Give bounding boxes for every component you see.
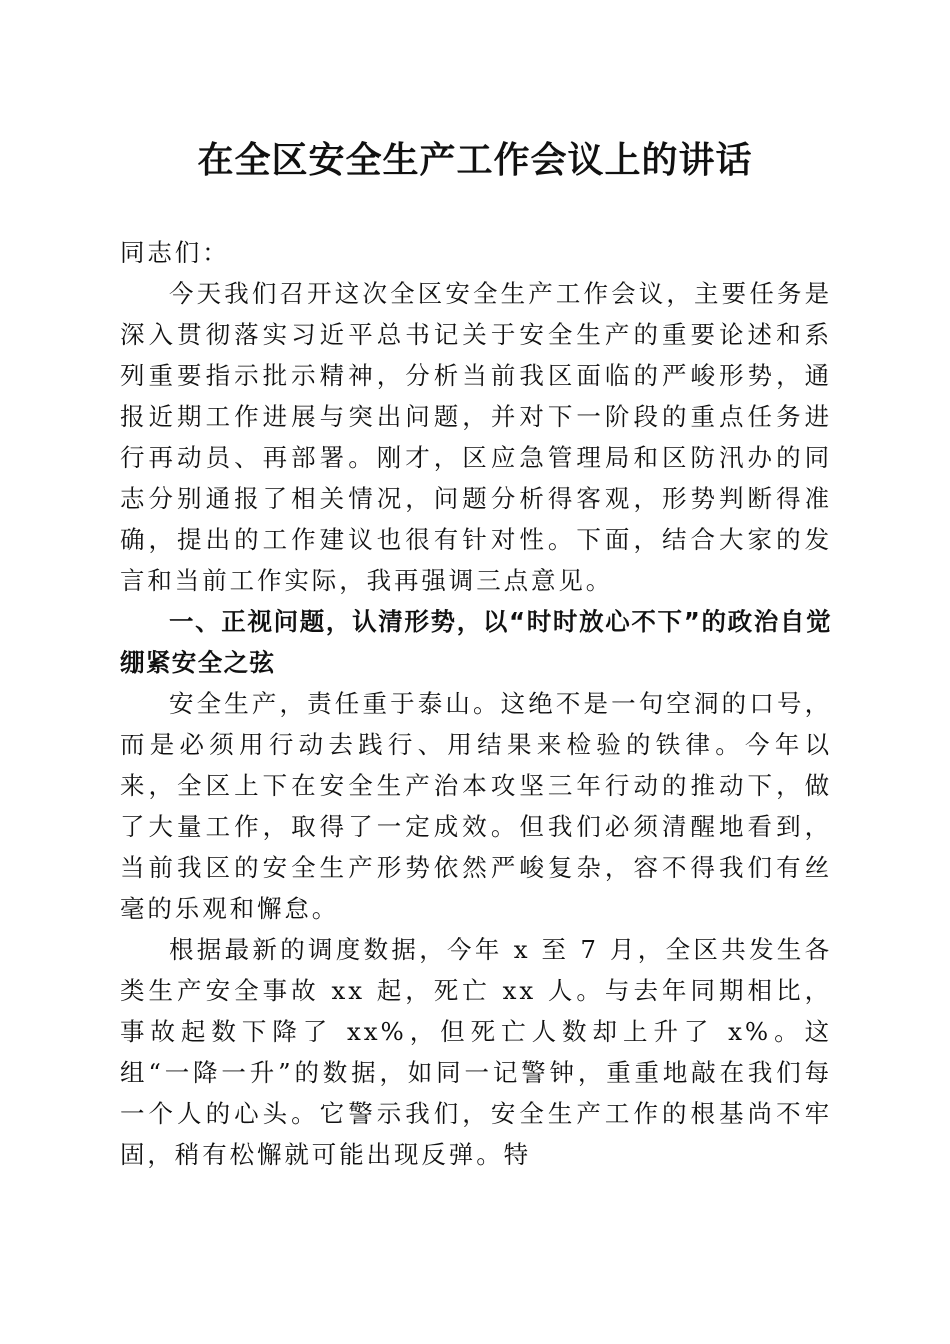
document-body xyxy=(120,232,832,1175)
paragraph-intro: 今天我们召开这次全区安全生产工作会议，主要任务是深入贯彻落实习近平总书记关于安全生产的重要论述和系列重要指示批示精神，分析当前我区面临的严峻形势，通报近期工作进展与突出问题，并对下一阶段的重点任务进行再动员、再部署。刚才，区应急管理局和区防汛办的同志分别通报了相关情况，问题分析得客观，形势判断得准确，提出的工作建议也很有针对性。下面，结合大家的发言和当前工作实际，我再强调三点意见。 xyxy=(120,279,832,595)
document-title: 在全区安全生产工作会议上的讲话 xyxy=(197,139,753,181)
paragraph-section1-2: 根据最新的调度数据，今年 x 至 7 月，全区共发生各类生产安全事故 xx 起，死亡 xx 人。与去年同期相比，事故起数下降了 xx%，但死亡人数却上升了 x%。这组“一降一升”的数据，如同一记警钟，重重地敲在我们每一个人的心头。它警示我们，安全生产工作的根基尚不牢固，稍有松懈就可能出现反弹。特 xyxy=(120,935,832,1169)
section-heading-1: 一、正视问题，认清形势，以“时时放心不下”的政治自觉绷紧安全之弦 xyxy=(120,607,832,677)
paragraph-section1-1: 安全生产，责任重于泰山。这绝不是一句空洞的口号，而是必须用行动去践行、用结果来检验的铁律。今年以来，全区上下在安全生产治本攻坚三年行动的推动下，做了大量工作，取得了一定成效。但我们必须清醒地看到，当前我区的安全生产形势依然严峻复杂，容不得我们有丝毫的乐观和懈怠。 xyxy=(120,689,832,923)
salutation: 同志们： xyxy=(120,238,230,267)
